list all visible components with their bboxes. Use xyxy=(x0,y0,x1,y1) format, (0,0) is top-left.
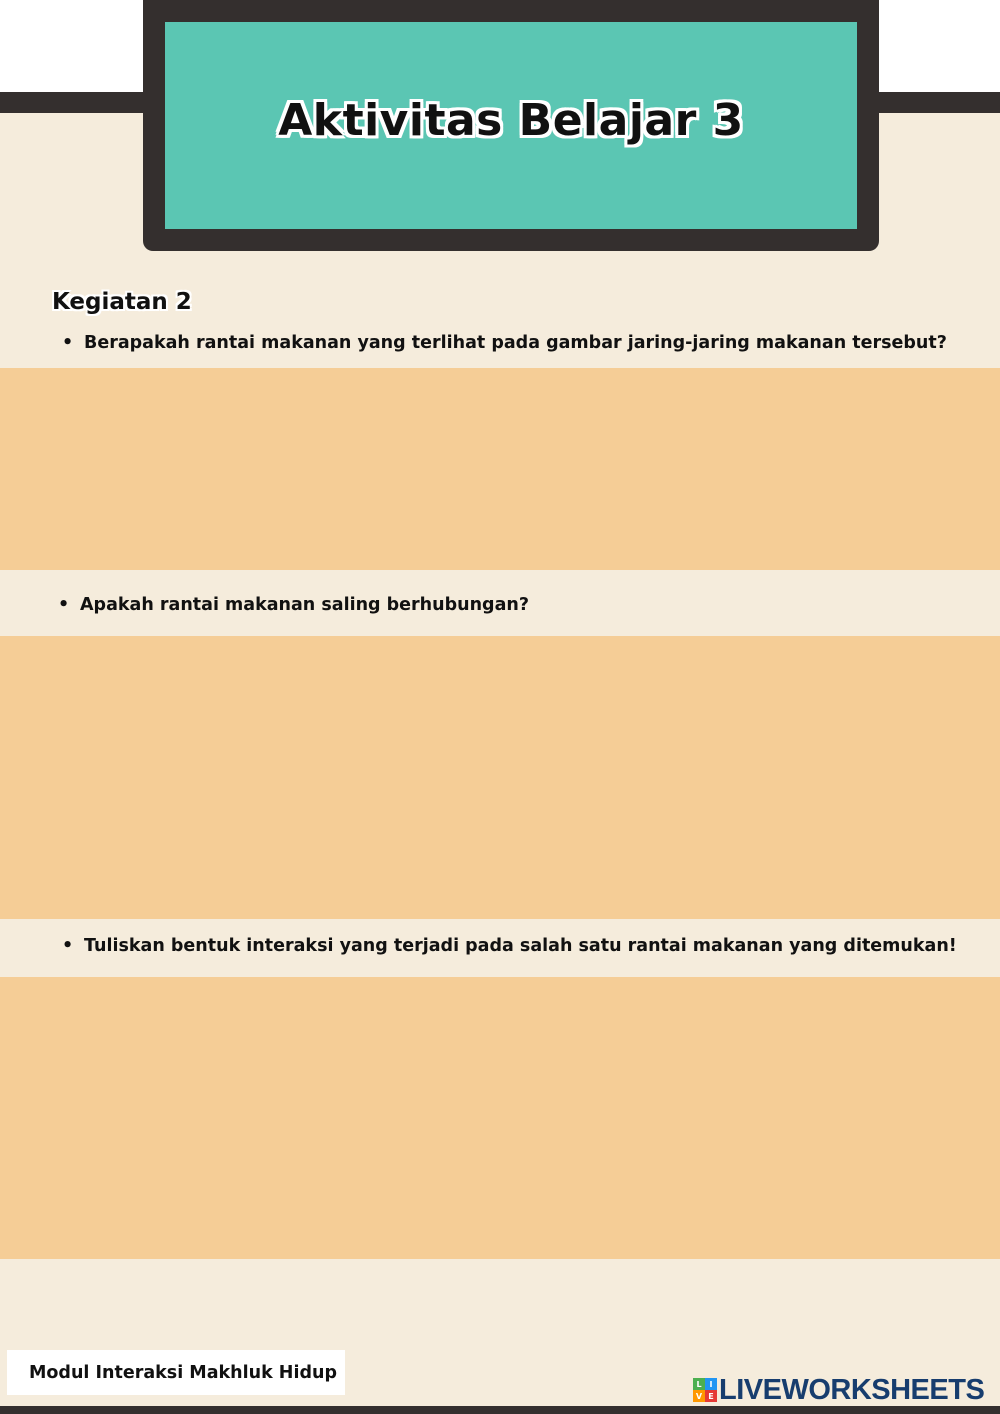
question-text: Apakah rantai makanan saling berhubungan? xyxy=(80,595,529,615)
question-3 xyxy=(62,936,957,956)
brand-icon-letter: V xyxy=(693,1390,705,1402)
question-text: Berapakah rantai makanan yang terlihat pada gambar jaring-jaring makanan tersebut? xyxy=(84,333,947,353)
module-label: Modul Interaksi Makhluk Hidup xyxy=(29,1362,337,1383)
module-label-box xyxy=(7,1350,345,1395)
brand-name: LIVEWORKSHEETS xyxy=(719,1373,985,1406)
liveworksheets-icon xyxy=(693,1378,717,1402)
brand-icon-letter: E xyxy=(705,1390,717,1402)
liveworksheets-logo[interactable] xyxy=(693,1374,984,1406)
title-panel xyxy=(165,22,857,229)
bullet-icon: • xyxy=(62,936,74,956)
question-2 xyxy=(58,595,529,615)
question-1 xyxy=(62,333,947,353)
page-title: Aktivitas Belajar 3 xyxy=(278,95,744,146)
bottom-dark-bar xyxy=(0,1406,1000,1414)
bullet-icon: • xyxy=(62,333,74,353)
section-heading: Kegiatan 2 xyxy=(52,289,192,315)
answer-box-2[interactable] xyxy=(0,636,1000,919)
bullet-icon: • xyxy=(58,595,70,615)
title-frame xyxy=(143,0,879,251)
answer-box-1[interactable] xyxy=(0,368,1000,570)
brand-icon-letter: I xyxy=(705,1378,717,1390)
answer-box-3[interactable] xyxy=(0,977,1000,1259)
question-text: Tuliskan bentuk interaksi yang terjadi pada salah satu rantai makanan yang ditemukan! xyxy=(84,936,957,956)
brand-icon-letter: L xyxy=(693,1378,705,1390)
